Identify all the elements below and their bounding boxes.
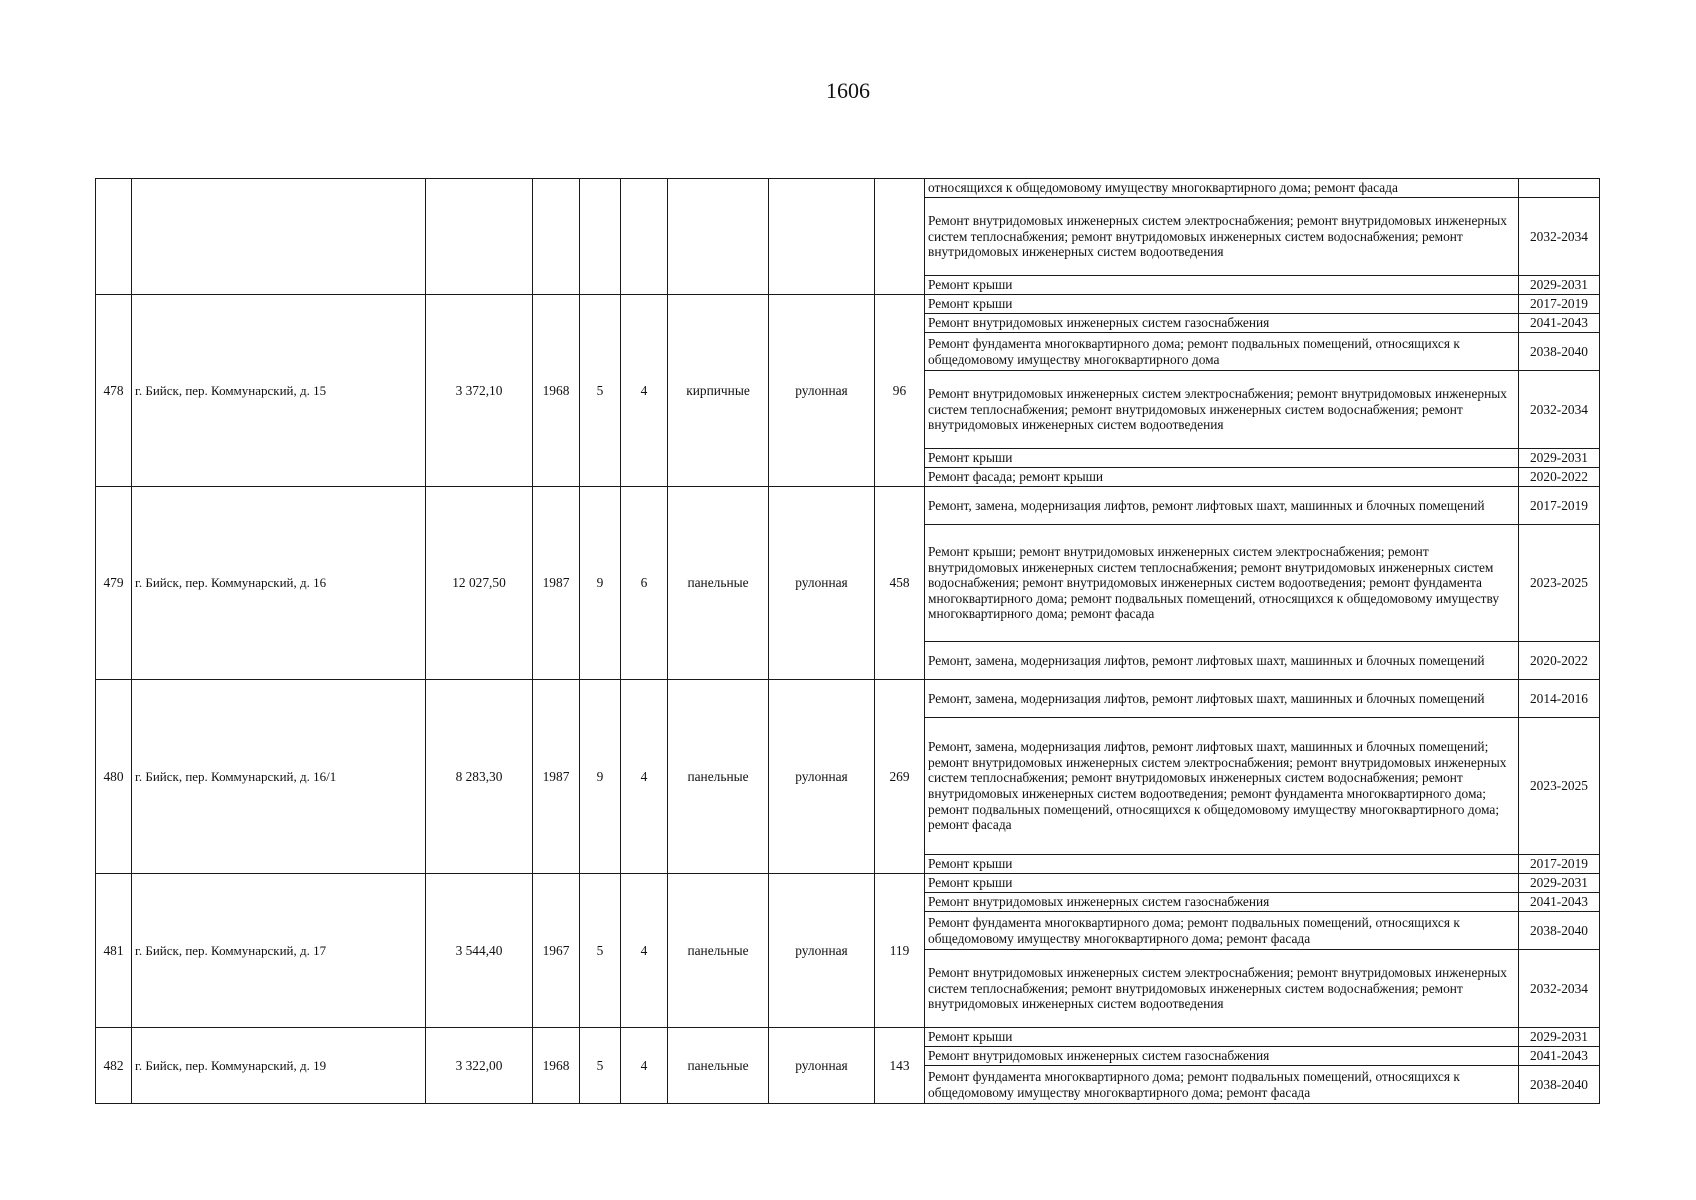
house-area: 3 372,10 <box>426 295 533 487</box>
house-entrances: 4 <box>621 1028 668 1104</box>
work-period: 2038-2040 <box>1519 333 1600 371</box>
work-period: 2017-2019 <box>1519 295 1600 314</box>
house-address: г. Бийск, пер. Коммунарский, д. 15 <box>132 295 426 487</box>
house-year: 1968 <box>533 295 580 487</box>
house-year: 1968 <box>533 1028 580 1104</box>
house-residents <box>875 179 925 295</box>
house-entrances: 4 <box>621 680 668 874</box>
repair-program-table <box>95 178 1600 1104</box>
house-year: 1987 <box>533 487 580 680</box>
house-floors: 9 <box>580 680 621 874</box>
house-residents: 458 <box>875 487 925 680</box>
work-description: Ремонт крыши <box>925 276 1519 295</box>
work-period: 2041-2043 <box>1519 893 1600 912</box>
house-address: г. Бийск, пер. Коммунарский, д. 16 <box>132 487 426 680</box>
work-description: Ремонт, замена, модернизация лифтов, ремонт лифтовых шахт, машинных и блочных помещений <box>925 642 1519 680</box>
house-walls: кирпичные <box>668 295 769 487</box>
house-year: 1967 <box>533 874 580 1028</box>
work-period: 2041-2043 <box>1519 1047 1600 1066</box>
house-walls: панельные <box>668 487 769 680</box>
house-address <box>132 179 426 295</box>
house-residents: 96 <box>875 295 925 487</box>
house-address: г. Бийск, пер. Коммунарский, д. 19 <box>132 1028 426 1104</box>
house-area: 3 322,00 <box>426 1028 533 1104</box>
work-period: 2041-2043 <box>1519 314 1600 333</box>
house-roof: рулонная <box>769 680 875 874</box>
house-roof: рулонная <box>769 1028 875 1104</box>
house-number: 481 <box>96 874 132 1028</box>
work-period: 2020-2022 <box>1519 468 1600 487</box>
work-period: 2029-2031 <box>1519 449 1600 468</box>
work-description: Ремонт фундамента многоквартирного дома; ремонт подвальных помещений, относящихся к общедомовому имуществу многоквартирного дома; ремонт фасада <box>925 912 1519 950</box>
house-walls <box>668 179 769 295</box>
house-area: 12 027,50 <box>426 487 533 680</box>
house-roof: рулонная <box>769 874 875 1028</box>
table-row <box>96 487 1600 525</box>
work-period: 2017-2019 <box>1519 487 1600 525</box>
work-description: Ремонт фундамента многоквартирного дома; ремонт подвальных помещений, относящихся к общедомовому имуществу многоквартирного дома; ремонт фасада <box>925 1066 1519 1104</box>
house-floors: 5 <box>580 1028 621 1104</box>
house-residents: 269 <box>875 680 925 874</box>
page-number: 1606 <box>826 78 870 103</box>
work-description: Ремонт внутридомовых инженерных систем электроснабжения; ремонт внутридомовых инженерных систем теплоснабжения; ремонт внутридомовых инженерных систем водоснабжения; ремонт внутридомовых инженерных систем водоотведения <box>925 198 1519 276</box>
house-area <box>426 179 533 295</box>
house-number <box>96 179 132 295</box>
work-description: Ремонт крыши <box>925 874 1519 893</box>
work-period: 2020-2022 <box>1519 642 1600 680</box>
house-number: 480 <box>96 680 132 874</box>
table-row <box>96 179 1600 198</box>
house-floors: 5 <box>580 295 621 487</box>
table-body <box>96 179 1600 1104</box>
work-period: 2032-2034 <box>1519 950 1600 1028</box>
work-period <box>1519 179 1600 198</box>
work-period: 2029-2031 <box>1519 1028 1600 1047</box>
work-description: Ремонт внутридомовых инженерных систем электроснабжения; ремонт внутридомовых инженерных систем теплоснабжения; ремонт внутридомовых инженерных систем водоснабжения; ремонт внутридомовых инженерных систем водоотведения <box>925 950 1519 1028</box>
house-floors: 5 <box>580 874 621 1028</box>
house-floors <box>580 179 621 295</box>
work-description: Ремонт фасада; ремонт крыши <box>925 468 1519 487</box>
work-period: 2038-2040 <box>1519 1066 1600 1104</box>
work-period: 2029-2031 <box>1519 276 1600 295</box>
work-period: 2029-2031 <box>1519 874 1600 893</box>
table-row <box>96 680 1600 718</box>
work-description: Ремонт крыши <box>925 449 1519 468</box>
work-description: Ремонт внутридомовых инженерных систем электроснабжения; ремонт внутридомовых инженерных систем теплоснабжения; ремонт внутридомовых инженерных систем водоснабжения; ремонт внутридомовых инженерных систем водоотведения <box>925 371 1519 449</box>
house-residents: 119 <box>875 874 925 1028</box>
house-roof: рулонная <box>769 295 875 487</box>
house-walls: панельные <box>668 874 769 1028</box>
house-walls: панельные <box>668 680 769 874</box>
house-roof <box>769 179 875 295</box>
house-area: 8 283,30 <box>426 680 533 874</box>
house-address: г. Бийск, пер. Коммунарский, д. 16/1 <box>132 680 426 874</box>
work-description: Ремонт, замена, модернизация лифтов, ремонт лифтовых шахт, машинных и блочных помещений <box>925 680 1519 718</box>
work-period: 2038-2040 <box>1519 912 1600 950</box>
table-row <box>96 874 1600 893</box>
work-description: Ремонт крыши <box>925 295 1519 314</box>
work-description: Ремонт внутридомовых инженерных систем газоснабжения <box>925 314 1519 333</box>
work-description: Ремонт крыши <box>925 1028 1519 1047</box>
work-description: Ремонт, замена, модернизация лифтов, ремонт лифтовых шахт, машинных и блочных помещений; ремонт внутридомовых инженерных систем электроснабжения; ремонт внутридомовых инженерных систем теплоснабжения; ремонт внутридомовых инженерных систем водоснабжения; ремонт внутридомовых инженерных систем водоотведения; ремонт фундамента многоквартирного дома; ремонт подвальных помещений, относящихся к общедомовому имуществу многоквартирного дома; ремонт фасада <box>925 718 1519 855</box>
table-row <box>96 295 1600 314</box>
work-period: 2014-2016 <box>1519 680 1600 718</box>
work-description: Ремонт, замена, модернизация лифтов, ремонт лифтовых шахт, машинных и блочных помещений <box>925 487 1519 525</box>
work-description: Ремонт крыши <box>925 855 1519 874</box>
work-description: Ремонт фундамента многоквартирного дома; ремонт подвальных помещений, относящихся к общедомовому имуществу многоквартирного дома <box>925 333 1519 371</box>
work-period: 2017-2019 <box>1519 855 1600 874</box>
house-entrances: 4 <box>621 874 668 1028</box>
house-entrances <box>621 179 668 295</box>
table-row <box>96 1028 1600 1047</box>
house-entrances: 6 <box>621 487 668 680</box>
house-number: 482 <box>96 1028 132 1104</box>
work-description: Ремонт внутридомовых инженерных систем газоснабжения <box>925 893 1519 912</box>
house-year <box>533 179 580 295</box>
house-year: 1987 <box>533 680 580 874</box>
house-entrances: 4 <box>621 295 668 487</box>
work-period: 2032-2034 <box>1519 371 1600 449</box>
house-residents: 143 <box>875 1028 925 1104</box>
house-address: г. Бийск, пер. Коммунарский, д. 17 <box>132 874 426 1028</box>
work-description: Ремонт внутридомовых инженерных систем газоснабжения <box>925 1047 1519 1066</box>
house-area: 3 544,40 <box>426 874 533 1028</box>
work-period: 2032-2034 <box>1519 198 1600 276</box>
house-floors: 9 <box>580 487 621 680</box>
house-number: 478 <box>96 295 132 487</box>
work-period: 2023-2025 <box>1519 525 1600 642</box>
work-period: 2023-2025 <box>1519 718 1600 855</box>
house-number: 479 <box>96 487 132 680</box>
house-roof: рулонная <box>769 487 875 680</box>
house-walls: панельные <box>668 1028 769 1104</box>
work-description: Ремонт крыши; ремонт внутридомовых инженерных систем электроснабжения; ремонт внутридомовых инженерных систем теплоснабжения; ремонт внутридомовых инженерных систем водоснабжения; ремонт внутридомовых инженерных систем водоотведения; ремонт фундамента многоквартирного дома; ремонт подвальных помещений, относящихся к общедомовому имуществу многоквартирного дома; ремонт фасада <box>925 525 1519 642</box>
work-description: относящихся к общедомовому имуществу многоквартирного дома; ремонт фасада <box>925 179 1519 198</box>
